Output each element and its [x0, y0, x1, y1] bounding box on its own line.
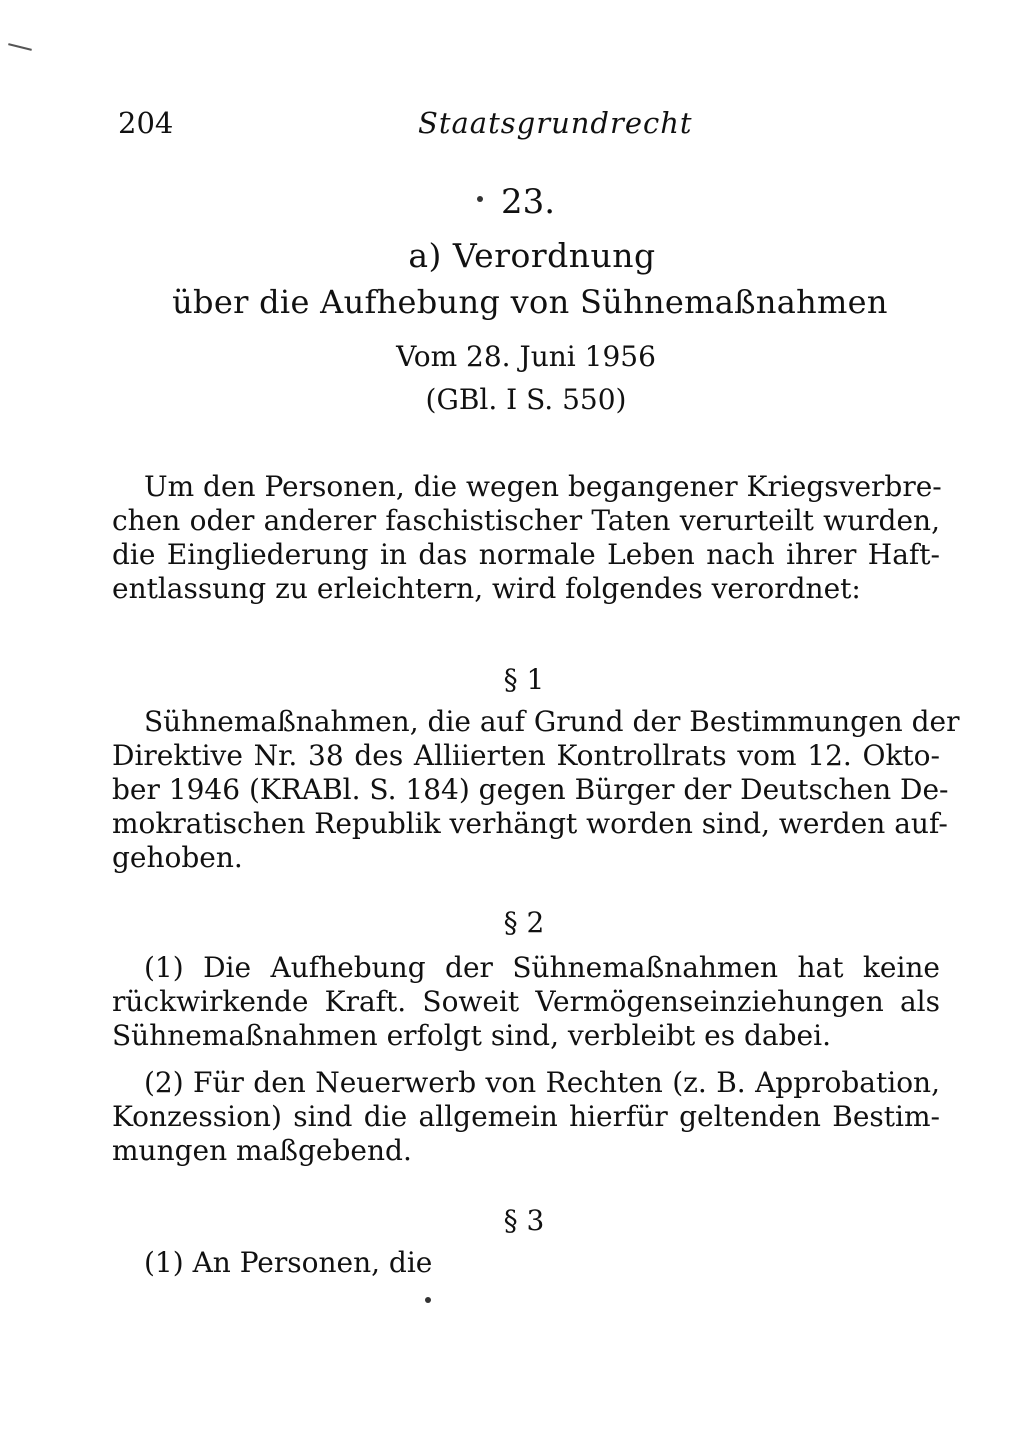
text-line: mungen maßgebend. [112, 1134, 412, 1167]
text-line: Sühnemaßnahmen erfolgt sind, verbleibt es dabei. [112, 1019, 831, 1052]
scan-mark [8, 43, 32, 51]
document-date: Vom 28. Juni 1956 [396, 340, 656, 373]
text-line: entlassung zu erleichtern, wird folgendes verordnet: [112, 572, 861, 605]
text-line: (1) Die Aufhebung der Sühnemaßnahmen hat keine [144, 951, 940, 984]
text-line: (1) An Personen, die [144, 1246, 433, 1279]
section-2-paragraph-2 [112, 1066, 940, 1168]
section-heading-2: § 2 [503, 906, 545, 939]
text-line: rückwirkende Kraft. Soweit Vermögenseinziehungen als [112, 985, 940, 1018]
scan-speck [425, 1297, 431, 1303]
document-title-line-2: über die Aufhebung von Sühnemaßnahmen [172, 283, 888, 321]
text-line: Um den Personen, die wegen begangener Kriegsverbre- [144, 470, 942, 503]
text-line: Sühnemaßnahmen, die auf Grund der Bestimmungen der [144, 705, 960, 738]
document-title-line-1: a) Verordnung [408, 236, 656, 275]
text-line: (2) Für den Neuerwerb von Rechten (z. B. Approbation, [144, 1066, 940, 1099]
text-line: ber 1946 (KRABl. S. 184) gegen Bürger der Deutschen De- [112, 773, 949, 806]
section-heading-3: § 3 [503, 1204, 545, 1237]
section-3-paragraph-1 [112, 1246, 940, 1280]
text-line: mokratischen Republik verhängt worden sind, werden auf- [112, 807, 948, 840]
page-number: 204 [118, 106, 174, 140]
section-1-paragraph [112, 705, 960, 875]
text-line: chen oder anderer faschistischer Taten verurteilt wurden, [112, 504, 940, 537]
running-header: Staatsgrundrecht [418, 106, 693, 140]
document-number: 23. [500, 182, 556, 222]
text-line: die Eingliederung in das normale Leben nach ihrer Haft- [112, 538, 940, 571]
text-line: Konzession) sind die allgemein hierfür geltenden Bestim- [112, 1100, 940, 1133]
text-line: Direktive Nr. 38 des Alliierten Kontrollrats vom 12. Okto- [112, 739, 940, 772]
text-line: gehoben. [112, 841, 243, 874]
preamble-paragraph [112, 470, 940, 606]
section-heading-1: § 1 [503, 663, 545, 696]
section-2-paragraph-1 [112, 951, 940, 1053]
document-source: (GBl. I S. 550) [425, 383, 627, 416]
